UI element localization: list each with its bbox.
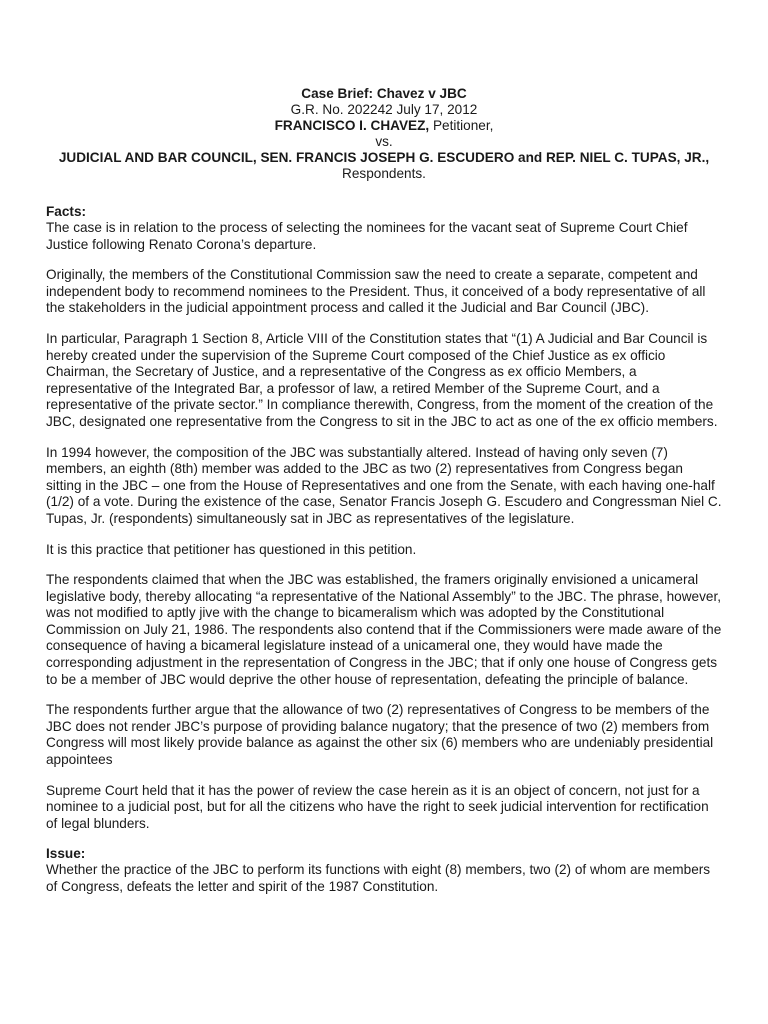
petitioner-role: Petitioner, [429, 118, 494, 133]
issue-heading: Issue: [46, 846, 86, 862]
facts-paragraph: The case is in relation to the process of selecting the nominees for the vacant seat of Supreme Court Chief Justice following Renato Corona’s departure. [46, 220, 688, 252]
facts-paragraph: Supreme Court held that it has the power of review the case herein as it is an object of concern, not just for a nominee to a judicial post, but for all the citizens who have the right to seek judicial intervention for rectification of legal blunders. [46, 782, 709, 831]
facts-heading: Facts: [46, 204, 87, 219]
gr-number-line: G.R. No. 202242 July 17, 2012 [290, 102, 478, 117]
facts-paragraph: In particular, Paragraph 1 Section 8, Article VIII of the Constitution states that “(1) A Judicial and Bar Council is hereby created under the supervision of the Supreme Court composed of the Chief Justice as ex officio Chairman, the Secretary of Justice, and a representative of the Congress as ex officio Members, a representative of the Integrated Bar, a professor of law, a retired Member of the Supreme Court, and a representative of the private sector.” In compliance therewith, Congress, from the moment of the creation of the JBC, designated one representative from the Congress to sit in the JBC to act as one of the ex officio members. [46, 330, 718, 429]
respondents-line [46, 150, 722, 182]
versus-line: vs. [375, 134, 393, 149]
issue-paragraph: Whether the practice of the JBC to perform its functions with eight (8) members, two (2) of whom are members of Congress, defeats the letter and spirit of the 1987 Constitution. [46, 862, 711, 894]
facts-paragraph: The respondents further argue that the allowance of two (2) representatives of Congress to be members of the JBC does not render JBC’s purpose of providing balance nugatory; that the presence of two (2) members from Congress will most likely provide balance as against the other six (6) members who are undeniably presidential appointees [46, 702, 714, 768]
petitioner-name: FRANCISCO I. CHAVEZ, [274, 118, 430, 133]
facts-paragraph: It is this practice that petitioner has questioned in this petition. [46, 541, 417, 557]
facts-paragraph: Originally, the members of the Constitutional Commission saw the need to create a separate, competent and independent body to recommend nominees to the President. Thus, it conceived of a body representative of all the stakeholders in the judicial appointment process and called it the Judicial and Bar Council (JBC). [46, 267, 706, 316]
petitioner-line [46, 118, 722, 134]
facts-paragraph: In 1994 however, the composition of the JBC was substantially altered. Instead of having only seven (7) members, an eighth (8th) member was added to the JBC as two (2) representatives from Congress began sitting in the JBC – one from the House of Representatives and one from the Senate, with each having one-half (1/2) of a vote. During the existence of the case, Senator Francis Joseph G. Escudero and Congressman Niel C. Tupas, Jr. (respondents) simultaneously sat in JBC as representatives of the legislature. [46, 444, 722, 526]
respondents-names: JUDICIAL AND BAR COUNCIL, SEN. FRANCIS JOSEPH G. ESCUDERO and REP. NIEL C. TUPAS, JR., [58, 150, 710, 165]
case-title: Case Brief: Chavez v JBC [301, 86, 467, 101]
case-header [46, 86, 722, 182]
facts-paragraph: The respondents claimed that when the JBC was established, the framers originally envisioned a unicameral legislative body, thereby allocating “a representative of the National Assembly” to the JBC. The phrase, however, was not modified to aptly jive with the change to bicameralism which was adopted by the Constitutional Commission on July 21, 1986. The respondents also contend that if the Commissioners were made aware of the consequence of having a bicameral legislature instead of a unicameral one, they would have made the corresponding adjustment in the representation of Congress in the JBC; that if only one house of Congress gets to be a member of JBC would deprive the other house of representation, defeating the principle of balance. [46, 572, 722, 687]
respondents-role: Respondents. [342, 166, 426, 181]
